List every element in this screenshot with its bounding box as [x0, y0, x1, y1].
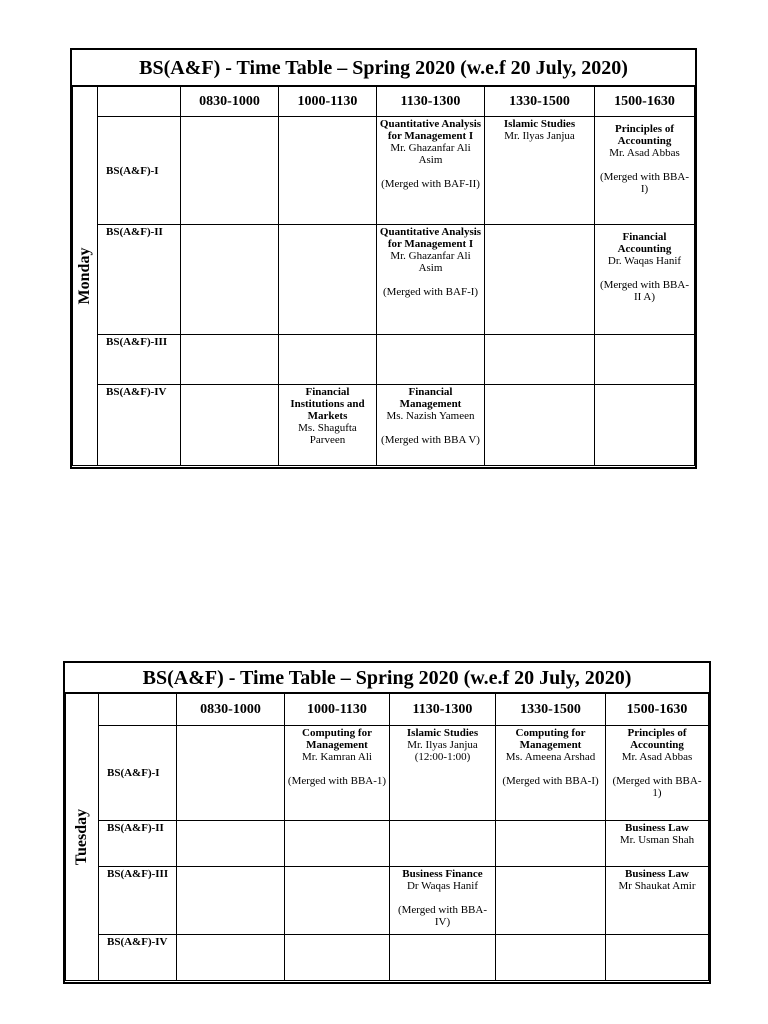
program-label: BS(A&F)-IV — [98, 385, 181, 466]
program-label: BS(A&F)-II — [99, 821, 177, 867]
slot-header: 1130-1300 — [390, 694, 496, 726]
instructor-name: Mr. Ghazanfar Ali Asim — [390, 250, 471, 274]
class-cell — [485, 117, 595, 225]
empty-cell — [181, 385, 279, 466]
program-label: BS(A&F)-I — [99, 726, 177, 821]
subject-name: Financial Management — [399, 386, 462, 410]
program-label: BS(A&F)-I — [98, 117, 181, 225]
header-corner — [99, 694, 177, 726]
subject-name: Financial Institutions and Markets — [290, 386, 365, 422]
subject-name: Quantitative Analysis for Management I — [379, 118, 482, 142]
table-row — [73, 225, 695, 335]
class-cell — [606, 821, 709, 867]
subject-name: Principles of Accounting — [615, 123, 674, 147]
class-cell — [595, 117, 695, 225]
empty-cell — [177, 821, 285, 867]
empty-cell — [177, 726, 285, 821]
program-label: BS(A&F)-III — [99, 867, 177, 935]
empty-cell — [485, 335, 595, 385]
instructor-name: Ms. Ameena Arshad — [505, 751, 596, 763]
empty-cell — [595, 335, 695, 385]
slot-header: 1000-1130 — [285, 694, 390, 726]
instructor-name: Mr. Asad Abbas — [609, 147, 680, 159]
merge-note: (Merged with BBA-1) — [287, 775, 387, 787]
tuesday-day-cell — [66, 694, 99, 981]
empty-cell — [181, 225, 279, 335]
class-cell — [377, 117, 485, 225]
class-cell — [595, 225, 695, 335]
slot-header: 0830-1000 — [177, 694, 285, 726]
table-row — [66, 935, 709, 981]
class-cell — [390, 726, 496, 821]
instructor-name: Ms. Shagufta Parveen — [298, 422, 357, 446]
program-label: BS(A&F)-III — [98, 335, 181, 385]
empty-cell — [496, 935, 606, 981]
monday-day-cell — [73, 87, 98, 466]
subject-name: Business Law — [625, 822, 689, 834]
empty-cell — [279, 117, 377, 225]
empty-cell — [279, 225, 377, 335]
class-cell — [606, 726, 709, 821]
monday-title: BS(A&F) - Time Table – Spring 2020 (w.e.f 20 July, 2020) — [72, 50, 695, 86]
instructor-name: Mr. Ilyas Janjua — [504, 130, 575, 142]
subject-name: Quantitative Analysis for Management I — [379, 226, 482, 250]
empty-cell — [606, 935, 709, 981]
monday-timetable — [70, 48, 697, 469]
merge-note: (Merged with BBA-I) — [502, 775, 599, 787]
empty-cell — [390, 935, 496, 981]
table-row — [66, 726, 709, 821]
merge-note: (Merged with BBA-I) — [599, 171, 689, 195]
empty-cell — [485, 385, 595, 466]
table-row — [73, 385, 695, 466]
empty-cell — [177, 867, 285, 935]
subject-name: Business Law — [625, 868, 689, 880]
subject-name: Computing for Management — [515, 727, 586, 751]
subject-name: Islamic Studies — [406, 727, 479, 739]
class-cell — [377, 225, 485, 335]
empty-cell — [377, 335, 485, 385]
subject-name: Financial Accounting — [617, 231, 672, 255]
class-cell — [279, 385, 377, 466]
table-row — [73, 335, 695, 385]
instructor-name: Dr Waqas Hanif — [406, 880, 478, 892]
merge-note: (Merged with BAF-II) — [381, 178, 480, 190]
instructor-name: Mr. Kamran Ali — [302, 751, 372, 763]
subject-name: Islamic Studies — [503, 118, 576, 130]
class-cell — [285, 726, 390, 821]
instructor-name: Ms. Nazish Yameen — [386, 410, 475, 422]
empty-cell — [279, 335, 377, 385]
slot-header: 1330-1500 — [496, 694, 606, 726]
slot-header: 1130-1300 — [377, 87, 485, 117]
empty-cell — [285, 821, 390, 867]
table-row — [66, 821, 709, 867]
merge-note: (Merged with BAF-I) — [382, 286, 479, 298]
monday-grid — [72, 86, 695, 466]
tuesday-day-label: Tuesday — [73, 808, 90, 866]
class-cell — [377, 385, 485, 466]
program-label: BS(A&F)-IV — [99, 935, 177, 981]
tuesday-title: BS(A&F) - Time Table – Spring 2020 (w.e.f 20 July, 2020) — [65, 663, 709, 693]
subject-name: Principles of Accounting — [627, 727, 687, 751]
empty-cell — [181, 117, 279, 225]
merge-note: (Merged with BBA-1) — [612, 775, 702, 799]
header-corner — [98, 87, 181, 117]
empty-cell — [181, 335, 279, 385]
class-cell — [606, 867, 709, 935]
empty-cell — [390, 821, 496, 867]
table-row — [73, 117, 695, 225]
empty-cell — [485, 225, 595, 335]
empty-cell — [285, 867, 390, 935]
empty-cell — [177, 935, 285, 981]
subject-name: Business Finance — [402, 868, 483, 880]
tuesday-grid — [65, 693, 709, 981]
merge-note: (Merged with BBA-IV) — [397, 904, 487, 928]
slot-header: 1330-1500 — [485, 87, 595, 117]
table-row — [66, 867, 709, 935]
class-time-note: (12:00-1:00) — [414, 751, 471, 763]
merge-note: (Merged with BBA-II A) — [599, 279, 689, 303]
monday-day-label: Monday — [76, 247, 93, 305]
instructor-name: Mr Shaukat Amir — [618, 880, 696, 892]
empty-cell — [285, 935, 390, 981]
instructor-name: Mr. Asad Abbas — [621, 751, 693, 763]
instructor-name: Mr. Ghazanfar Ali Asim — [390, 142, 471, 166]
empty-cell — [496, 821, 606, 867]
slot-header: 1500-1630 — [595, 87, 695, 117]
class-cell — [496, 726, 606, 821]
empty-cell — [496, 867, 606, 935]
slot-header: 1000-1130 — [279, 87, 377, 117]
subject-name: Computing for Management — [302, 727, 372, 751]
program-label: BS(A&F)-II — [98, 225, 181, 335]
tuesday-timetable — [63, 661, 711, 984]
empty-cell — [595, 385, 695, 466]
class-cell — [390, 867, 496, 935]
slot-header: 0830-1000 — [181, 87, 279, 117]
merge-note: (Merged with BBA V) — [381, 434, 480, 446]
instructor-name: Dr. Waqas Hanif — [607, 255, 682, 267]
instructor-name: Mr. Ilyas Janjua — [407, 739, 478, 751]
slot-header: 1500-1630 — [606, 694, 709, 726]
instructor-name: Mr. Usman Shah — [619, 834, 695, 846]
